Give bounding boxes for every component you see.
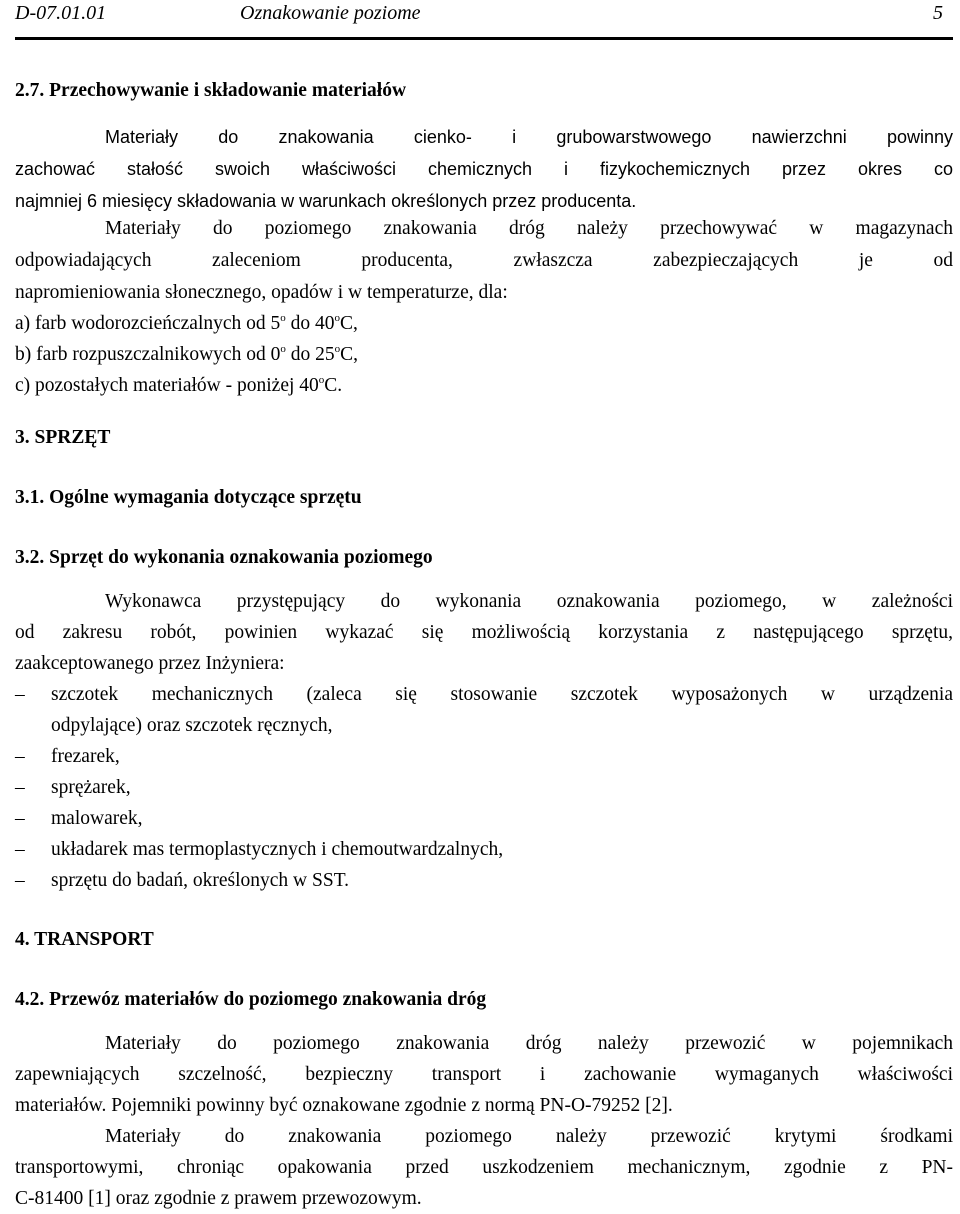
header-page-number: 5 [933, 2, 943, 24]
item-line: szczotek mechanicznych (zaleca się stosowanie szczotek wyposażonych w urządzenia [51, 684, 953, 705]
paragraph-4-2-1 [15, 1028, 953, 1121]
dash-bullet: – [15, 777, 25, 798]
dash-bullet: – [15, 808, 25, 829]
heading-2-7: 2.7. Przechowywanie i składowanie materiałów [15, 80, 407, 101]
paragraph-line: Materiały do znakowania cienko- i grubowarstwowego nawierzchni powinny [105, 127, 953, 147]
dash-bullet: – [15, 839, 25, 860]
paragraph-line: Materiały do znakowania poziomego należy przewozić krytymi środkami [105, 1126, 953, 1147]
temperature-list [15, 308, 953, 401]
paragraph-line: materiałów. Pojemniki powinny być oznakowane zgodnie z normą PN-O-79252 [2]. [15, 1095, 673, 1116]
header-rule [15, 37, 953, 40]
paragraph-line: najmniej 6 miesięcy składowania w warunkach określonych przez producenta. [15, 191, 637, 211]
running-header [15, 0, 953, 30]
paragraph-line: transportowymi, chroniąc opakowania przed uszkodzeniem mechanicznym, zgodnie z PN- [15, 1157, 953, 1178]
item-line: malowarek, [51, 808, 143, 829]
dash-bullet: – [15, 870, 25, 891]
heading-4-2: 4.2. Przewóz materiałów do poziomego znakowania dróg [15, 989, 487, 1010]
header-title: Oznakowanie poziome [240, 2, 421, 24]
paragraph-line: zapewniających szczelność, bezpieczny transport i zachowanie wymaganych właściwości [15, 1064, 953, 1085]
paragraph-line: Materiały do poziomego znakowania dróg należy przechowywać w magazynach [105, 218, 953, 239]
list-item: c) pozostałych materiałów - poniżej 40$^o$C. [15, 374, 343, 396]
dash-bullet: – [15, 684, 25, 705]
list-item: b) farb rozpuszczalnikowych od 0$^o$ do 25$^o$C, [15, 343, 358, 365]
paragraph-line: odpowiadających zaleceniom producenta, zwłaszcza zabezpieczających je od [15, 250, 953, 271]
paragraph-line: od zakresu robót, powinien wykazać się możliwością korzystania z następującego sprzętu, [15, 622, 953, 643]
heading-3: 3. SPRZĘT [15, 427, 111, 448]
paragraph-line: Materiały do poziomego znakowania dróg należy przewozić w pojemnikach [105, 1033, 953, 1054]
item-line: sprężarek, [51, 777, 131, 798]
paragraph-3-2 [15, 586, 953, 679]
item-line: frezarek, [51, 746, 120, 767]
paragraph-2-7-1 [15, 121, 953, 217]
item-line: sprzętu do badań, określonych w SST. [51, 870, 350, 891]
heading-3-2: 3.2. Sprzęt do wykonania oznakowania poziomego [15, 547, 433, 568]
paragraph-4-2-2 [15, 1121, 953, 1214]
paragraph-line: zachować stałość swoich właściwości chemicznych i fizykochemicznych przez okres co [15, 159, 953, 179]
paragraph-line: zaakceptowanego przez Inżyniera: [15, 653, 285, 674]
list-item: a) farb wodorozcieńczalnych od 5$^o$ do 40$^o$C, [15, 312, 358, 334]
heading-3-1: 3.1. Ogólne wymagania dotyczące sprzętu [15, 487, 362, 508]
paragraph-2-7-2 [15, 213, 953, 309]
item-line: odpylające) oraz szczotek ręcznych, [51, 715, 333, 736]
dash-bullet: – [15, 746, 25, 767]
paragraph-line: Wykonawca przystępujący do wykonania oznakowania poziomego, w zależności [105, 591, 953, 612]
paragraph-line: C-81400 [1] oraz zgodnie z prawem przewozowym. [15, 1188, 422, 1209]
heading-4: 4. TRANSPORT [15, 929, 154, 950]
item-line: układarek mas termoplastycznych i chemoutwardzalnych, [51, 839, 504, 860]
header-spec-code: D-07.01.01 [15, 2, 107, 24]
paragraph-line: napromieniowania słonecznego, opadów i w temperaturze, dla: [15, 282, 508, 303]
